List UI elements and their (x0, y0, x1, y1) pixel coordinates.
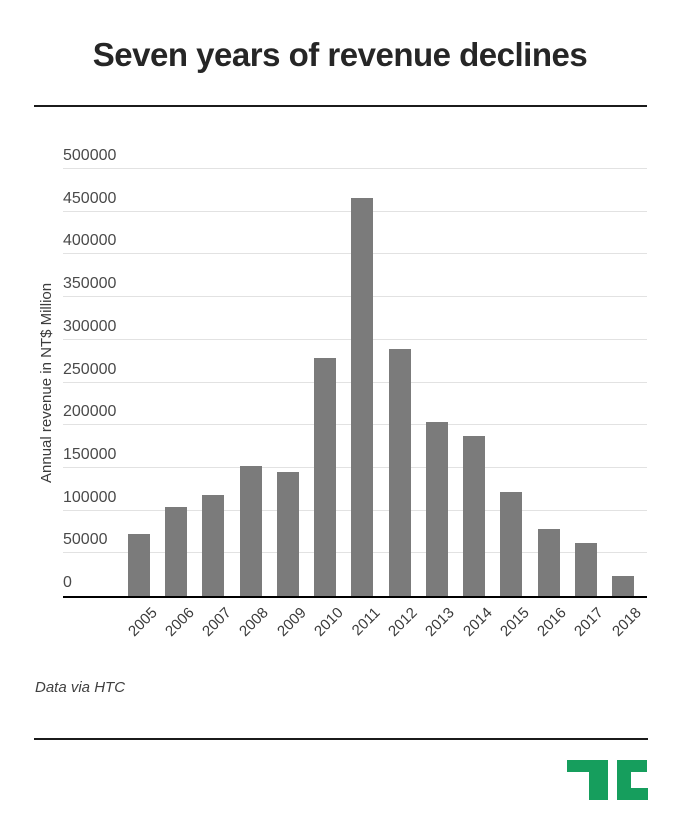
tc-logo-c-foot (631, 788, 648, 800)
y-tick-label-150000: 150000 (63, 445, 117, 463)
x-tick-label-2017: 2017 (571, 604, 608, 640)
tc-logo-c-bar (617, 760, 647, 772)
y-tick-label-300000: 300000 (63, 317, 117, 335)
bar-2013 (426, 422, 448, 596)
x-tick-label-2018: 2018 (608, 604, 645, 640)
y-tick-label-400000: 400000 (63, 232, 117, 250)
bar-2011 (351, 198, 373, 596)
bar-2006 (165, 507, 187, 597)
x-tick-label-2012: 2012 (385, 604, 421, 640)
bar-2014 (463, 436, 485, 596)
bar-2008 (240, 466, 262, 596)
y-tick-label-50000: 50000 (63, 531, 108, 549)
bar-2007 (202, 495, 224, 596)
tc-logo-c-stem (617, 772, 631, 800)
data-source-caption: Data via HTC (35, 679, 126, 696)
y-tick-label-350000: 350000 (63, 275, 117, 293)
tc-logo-t-bar (567, 760, 608, 772)
gridline-500000 (63, 168, 647, 169)
y-tick-label-100000: 100000 (63, 488, 117, 506)
x-tick-label-2006: 2006 (161, 604, 198, 640)
bar-2017 (575, 543, 597, 596)
bar-2015 (500, 492, 522, 596)
x-tick-label-2016: 2016 (534, 604, 570, 640)
x-tick-label-2007: 2007 (199, 604, 235, 640)
title-divider (34, 105, 647, 107)
x-tick-label-2009: 2009 (273, 604, 310, 640)
x-tick-label-2014: 2014 (459, 604, 496, 640)
y-tick-label-500000: 500000 (63, 147, 117, 164)
plot-area (63, 147, 647, 640)
x-tick-label-2005: 2005 (124, 604, 161, 640)
x-tick-label-2008: 2008 (236, 604, 273, 640)
bar-2010 (314, 358, 336, 596)
tc-logo-t-stem (589, 772, 608, 800)
techcrunch-logo (567, 760, 649, 800)
bar-2018 (612, 576, 634, 596)
y-tick-label-0: 0 (63, 574, 72, 591)
y-tick-label-200000: 200000 (63, 403, 117, 421)
bar-2005 (128, 534, 150, 596)
x-tick-label-2015: 2015 (497, 604, 533, 640)
chart-title: Seven years of revenue declines (92, 36, 588, 73)
y-tick-label-250000: 250000 (63, 360, 117, 378)
x-tick-label-2013: 2013 (422, 604, 459, 640)
footer-divider (34, 738, 648, 740)
bar-2016 (538, 529, 560, 596)
y-axis-title: Annual revenue in NT$ Million (38, 282, 55, 483)
y-tick-label-450000: 450000 (63, 189, 117, 207)
bar-2012 (389, 349, 411, 596)
x-tick-label-2010: 2010 (310, 604, 347, 640)
bar-2009 (277, 472, 299, 596)
x-tick-label-2011: 2011 (348, 604, 384, 640)
